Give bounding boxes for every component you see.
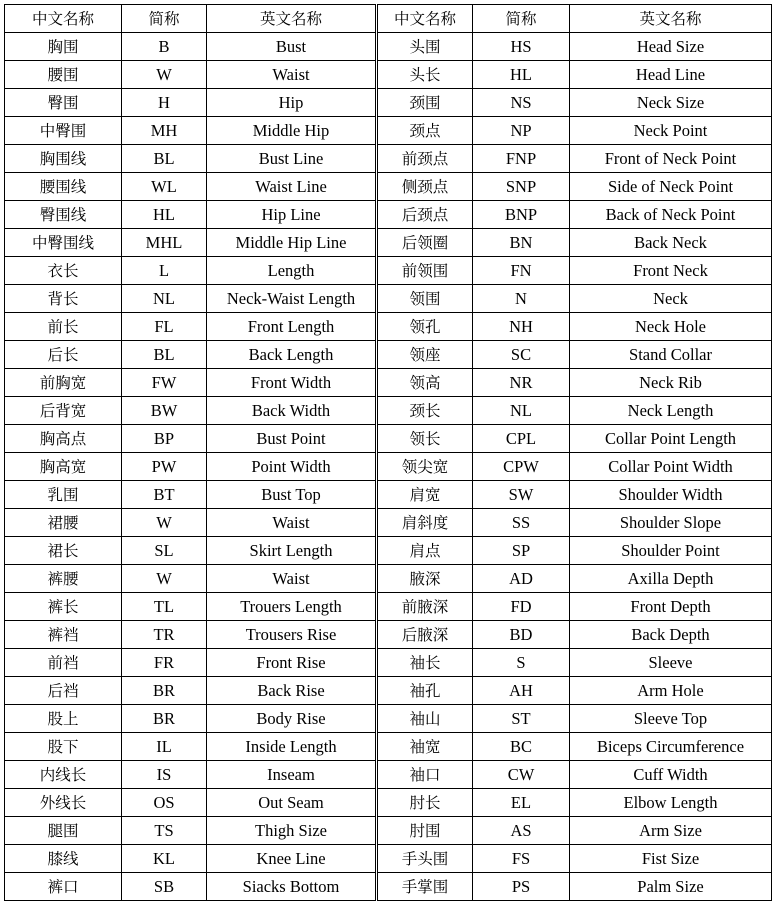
abbreviation-cell: BN [473, 229, 570, 257]
table-row [5, 201, 772, 229]
abbreviation-cell: IL [122, 733, 207, 761]
chinese-name-cell: 侧颈点 [377, 173, 473, 201]
abbreviation-cell: CPL [473, 425, 570, 453]
abbreviation-cell: FW [122, 369, 207, 397]
abbreviation-cell: W [122, 61, 207, 89]
english-name-cell: Waist [207, 61, 377, 89]
table-row [5, 61, 772, 89]
header-abbreviation: 简称 [473, 5, 570, 33]
english-name-cell: Neck Point [570, 117, 772, 145]
chinese-name-cell: 后背宽 [5, 397, 122, 425]
abbreviation-cell: MHL [122, 229, 207, 257]
abbreviation-cell: EL [473, 789, 570, 817]
chinese-name-cell: 手掌围 [377, 873, 473, 901]
table-row [5, 257, 772, 285]
header-english-name: 英文名称 [207, 5, 377, 33]
abbreviation-cell: NP [473, 117, 570, 145]
english-name-cell: Shoulder Point [570, 537, 772, 565]
chinese-name-cell: 颈点 [377, 117, 473, 145]
abbreviation-cell: PW [122, 453, 207, 481]
english-name-cell: Bust Line [207, 145, 377, 173]
abbreviation-cell: NH [473, 313, 570, 341]
chinese-name-cell: 衣长 [5, 257, 122, 285]
header-row [5, 5, 772, 33]
english-name-cell: Bust [207, 33, 377, 61]
chinese-name-cell: 袖山 [377, 705, 473, 733]
chinese-name-cell: 乳围 [5, 481, 122, 509]
abbreviation-cell: N [473, 285, 570, 313]
english-name-cell: Back of Neck Point [570, 201, 772, 229]
abbreviation-cell: TS [122, 817, 207, 845]
chinese-name-cell: 袖口 [377, 761, 473, 789]
english-name-cell: Front Depth [570, 593, 772, 621]
table-row [5, 369, 772, 397]
table-row [5, 341, 772, 369]
chinese-name-cell: 前领围 [377, 257, 473, 285]
abbreviation-cell: WL [122, 173, 207, 201]
english-name-cell: Point Width [207, 453, 377, 481]
abbreviation-cell: CW [473, 761, 570, 789]
table-row [5, 481, 772, 509]
english-name-cell: Front Length [207, 313, 377, 341]
chinese-name-cell: 臀围线 [5, 201, 122, 229]
chinese-name-cell: 后颈点 [377, 201, 473, 229]
chinese-name-cell: 前腋深 [377, 593, 473, 621]
english-name-cell: Back Neck [570, 229, 772, 257]
english-name-cell: Neck Length [570, 397, 772, 425]
header-abbreviation: 简称 [122, 5, 207, 33]
table-row [5, 817, 772, 845]
abbreviation-cell: SW [473, 481, 570, 509]
english-name-cell: Front Width [207, 369, 377, 397]
abbreviation-cell: BP [122, 425, 207, 453]
english-name-cell: Back Length [207, 341, 377, 369]
english-name-cell: Elbow Length [570, 789, 772, 817]
english-name-cell: Neck-Waist Length [207, 285, 377, 313]
english-name-cell: Inside Length [207, 733, 377, 761]
table-row [5, 537, 772, 565]
table-row [5, 705, 772, 733]
table-row [5, 453, 772, 481]
table-row [5, 89, 772, 117]
english-name-cell: Out Seam [207, 789, 377, 817]
abbreviation-cell: FNP [473, 145, 570, 173]
english-name-cell: Front Rise [207, 649, 377, 677]
abbreviation-cell: AH [473, 677, 570, 705]
chinese-name-cell: 领孔 [377, 313, 473, 341]
abbreviation-cell: H [122, 89, 207, 117]
abbreviation-cell: IS [122, 761, 207, 789]
abbreviation-cell: BW [122, 397, 207, 425]
english-name-cell: Bust Top [207, 481, 377, 509]
english-name-cell: Arm Size [570, 817, 772, 845]
english-name-cell: Collar Point Length [570, 425, 772, 453]
abbreviation-cell: BT [122, 481, 207, 509]
abbreviation-cell: AS [473, 817, 570, 845]
chinese-name-cell: 内线长 [5, 761, 122, 789]
english-name-cell: Body Rise [207, 705, 377, 733]
header-chinese-name: 中文名称 [377, 5, 473, 33]
english-name-cell: Biceps Circumference [570, 733, 772, 761]
english-name-cell: Waist [207, 509, 377, 537]
chinese-name-cell: 肘长 [377, 789, 473, 817]
chinese-name-cell: 颈围 [377, 89, 473, 117]
table-row [5, 117, 772, 145]
chinese-name-cell: 胸高点 [5, 425, 122, 453]
chinese-name-cell: 袖孔 [377, 677, 473, 705]
chinese-name-cell: 肘围 [377, 817, 473, 845]
chinese-name-cell: 股下 [5, 733, 122, 761]
chinese-name-cell: 后裆 [5, 677, 122, 705]
table-row [5, 873, 772, 901]
chinese-name-cell: 中臀围线 [5, 229, 122, 257]
chinese-name-cell: 腰围 [5, 61, 122, 89]
abbreviation-cell: W [122, 509, 207, 537]
table-row [5, 593, 772, 621]
english-name-cell: Middle Hip [207, 117, 377, 145]
english-name-cell: Siacks Bottom [207, 873, 377, 901]
abbreviation-cell: HL [473, 61, 570, 89]
english-name-cell: Bust Point [207, 425, 377, 453]
english-name-cell: Palm Size [570, 873, 772, 901]
abbreviation-cell: HL [122, 201, 207, 229]
abbreviation-cell: MH [122, 117, 207, 145]
abbreviation-cell: FR [122, 649, 207, 677]
abbreviation-cell: SS [473, 509, 570, 537]
chinese-name-cell: 头长 [377, 61, 473, 89]
english-name-cell: Knee Line [207, 845, 377, 873]
chinese-name-cell: 领尖宽 [377, 453, 473, 481]
chinese-name-cell: 腿围 [5, 817, 122, 845]
english-name-cell: Middle Hip Line [207, 229, 377, 257]
english-name-cell: Front of Neck Point [570, 145, 772, 173]
chinese-name-cell: 裤长 [5, 593, 122, 621]
abbreviation-cell: NR [473, 369, 570, 397]
abbreviation-cell: CPW [473, 453, 570, 481]
english-name-cell: Inseam [207, 761, 377, 789]
chinese-name-cell: 领座 [377, 341, 473, 369]
abbreviation-cell: BR [122, 705, 207, 733]
english-name-cell: Hip [207, 89, 377, 117]
table-row [5, 649, 772, 677]
chinese-name-cell: 裤裆 [5, 621, 122, 649]
chinese-name-cell: 肩点 [377, 537, 473, 565]
chinese-name-cell: 胸围线 [5, 145, 122, 173]
english-name-cell: Trousers Rise [207, 621, 377, 649]
chinese-name-cell: 裤口 [5, 873, 122, 901]
abbreviation-cell: S [473, 649, 570, 677]
chinese-name-cell: 前裆 [5, 649, 122, 677]
abbreviation-cell: SC [473, 341, 570, 369]
chinese-name-cell: 胸高宽 [5, 453, 122, 481]
abbreviation-cell: HS [473, 33, 570, 61]
table-row [5, 33, 772, 61]
table-row [5, 733, 772, 761]
header-chinese-name: 中文名称 [5, 5, 122, 33]
english-name-cell: Neck [570, 285, 772, 313]
table-row [5, 621, 772, 649]
english-name-cell: Side of Neck Point [570, 173, 772, 201]
abbreviation-cell: FD [473, 593, 570, 621]
english-name-cell: Collar Point Width [570, 453, 772, 481]
chinese-name-cell: 裙腰 [5, 509, 122, 537]
english-name-cell: Thigh Size [207, 817, 377, 845]
chinese-name-cell: 肩斜度 [377, 509, 473, 537]
chinese-name-cell: 领围 [377, 285, 473, 313]
english-name-cell: Trouers Length [207, 593, 377, 621]
chinese-name-cell: 前颈点 [377, 145, 473, 173]
chinese-name-cell: 袖长 [377, 649, 473, 677]
abbreviation-cell: TR [122, 621, 207, 649]
english-name-cell: Skirt Length [207, 537, 377, 565]
chinese-name-cell: 肩宽 [377, 481, 473, 509]
english-name-cell: Waist [207, 565, 377, 593]
abbreviation-cell: PS [473, 873, 570, 901]
english-name-cell: Axilla Depth [570, 565, 772, 593]
table-row [5, 761, 772, 789]
table-row [5, 313, 772, 341]
table-row [5, 397, 772, 425]
english-name-cell: Head Size [570, 33, 772, 61]
english-name-cell: Shoulder Width [570, 481, 772, 509]
terminology-table [4, 4, 772, 901]
abbreviation-cell: BNP [473, 201, 570, 229]
chinese-name-cell: 腰围线 [5, 173, 122, 201]
english-name-cell: Back Width [207, 397, 377, 425]
abbreviation-cell: L [122, 257, 207, 285]
english-name-cell: Neck Hole [570, 313, 772, 341]
english-name-cell: Length [207, 257, 377, 285]
table-row [5, 145, 772, 173]
header-english-name: 英文名称 [570, 5, 772, 33]
english-name-cell: Cuff Width [570, 761, 772, 789]
abbreviation-cell: KL [122, 845, 207, 873]
english-name-cell: Neck Rib [570, 369, 772, 397]
table-row [5, 789, 772, 817]
abbreviation-cell: NL [122, 285, 207, 313]
abbreviation-cell: BR [122, 677, 207, 705]
chinese-name-cell: 手头围 [377, 845, 473, 873]
english-name-cell: Head Line [570, 61, 772, 89]
chinese-name-cell: 胸围 [5, 33, 122, 61]
table-row [5, 509, 772, 537]
chinese-name-cell: 膝线 [5, 845, 122, 873]
abbreviation-cell: OS [122, 789, 207, 817]
abbreviation-cell: SL [122, 537, 207, 565]
english-name-cell: Waist Line [207, 173, 377, 201]
table-row [5, 565, 772, 593]
abbreviation-cell: ST [473, 705, 570, 733]
chinese-name-cell: 股上 [5, 705, 122, 733]
chinese-name-cell: 头围 [377, 33, 473, 61]
chinese-name-cell: 前长 [5, 313, 122, 341]
table-row [5, 845, 772, 873]
english-name-cell: Shoulder Slope [570, 509, 772, 537]
chinese-name-cell: 领长 [377, 425, 473, 453]
chinese-name-cell: 后领圈 [377, 229, 473, 257]
english-name-cell: Hip Line [207, 201, 377, 229]
english-name-cell: Fist Size [570, 845, 772, 873]
abbreviation-cell: TL [122, 593, 207, 621]
abbreviation-cell: NL [473, 397, 570, 425]
chinese-name-cell: 裙长 [5, 537, 122, 565]
table-row [5, 229, 772, 257]
chinese-name-cell: 腋深 [377, 565, 473, 593]
abbreviation-cell: BD [473, 621, 570, 649]
english-name-cell: Arm Hole [570, 677, 772, 705]
chinese-name-cell: 外线长 [5, 789, 122, 817]
english-name-cell: Back Depth [570, 621, 772, 649]
english-name-cell: Stand Collar [570, 341, 772, 369]
abbreviation-cell: SNP [473, 173, 570, 201]
abbreviation-cell: NS [473, 89, 570, 117]
english-name-cell: Sleeve [570, 649, 772, 677]
abbreviation-cell: BC [473, 733, 570, 761]
chinese-name-cell: 前胸宽 [5, 369, 122, 397]
english-name-cell: Neck Size [570, 89, 772, 117]
abbreviation-cell: BL [122, 145, 207, 173]
chinese-name-cell: 裤腰 [5, 565, 122, 593]
table-body [5, 33, 772, 901]
abbreviation-cell: SP [473, 537, 570, 565]
abbreviation-cell: FL [122, 313, 207, 341]
chinese-name-cell: 袖宽 [377, 733, 473, 761]
table-row [5, 677, 772, 705]
abbreviation-cell: BL [122, 341, 207, 369]
abbreviation-cell: FS [473, 845, 570, 873]
english-name-cell: Back Rise [207, 677, 377, 705]
abbreviation-cell: FN [473, 257, 570, 285]
chinese-name-cell: 领高 [377, 369, 473, 397]
abbreviation-cell: B [122, 33, 207, 61]
table-row [5, 285, 772, 313]
english-name-cell: Front Neck [570, 257, 772, 285]
chinese-name-cell: 背长 [5, 285, 122, 313]
table-row [5, 425, 772, 453]
chinese-name-cell: 中臀围 [5, 117, 122, 145]
chinese-name-cell: 臀围 [5, 89, 122, 117]
chinese-name-cell: 后长 [5, 341, 122, 369]
english-name-cell: Sleeve Top [570, 705, 772, 733]
abbreviation-cell: W [122, 565, 207, 593]
abbreviation-cell: AD [473, 565, 570, 593]
table-row [5, 173, 772, 201]
chinese-name-cell: 后腋深 [377, 621, 473, 649]
abbreviation-cell: SB [122, 873, 207, 901]
chinese-name-cell: 颈长 [377, 397, 473, 425]
